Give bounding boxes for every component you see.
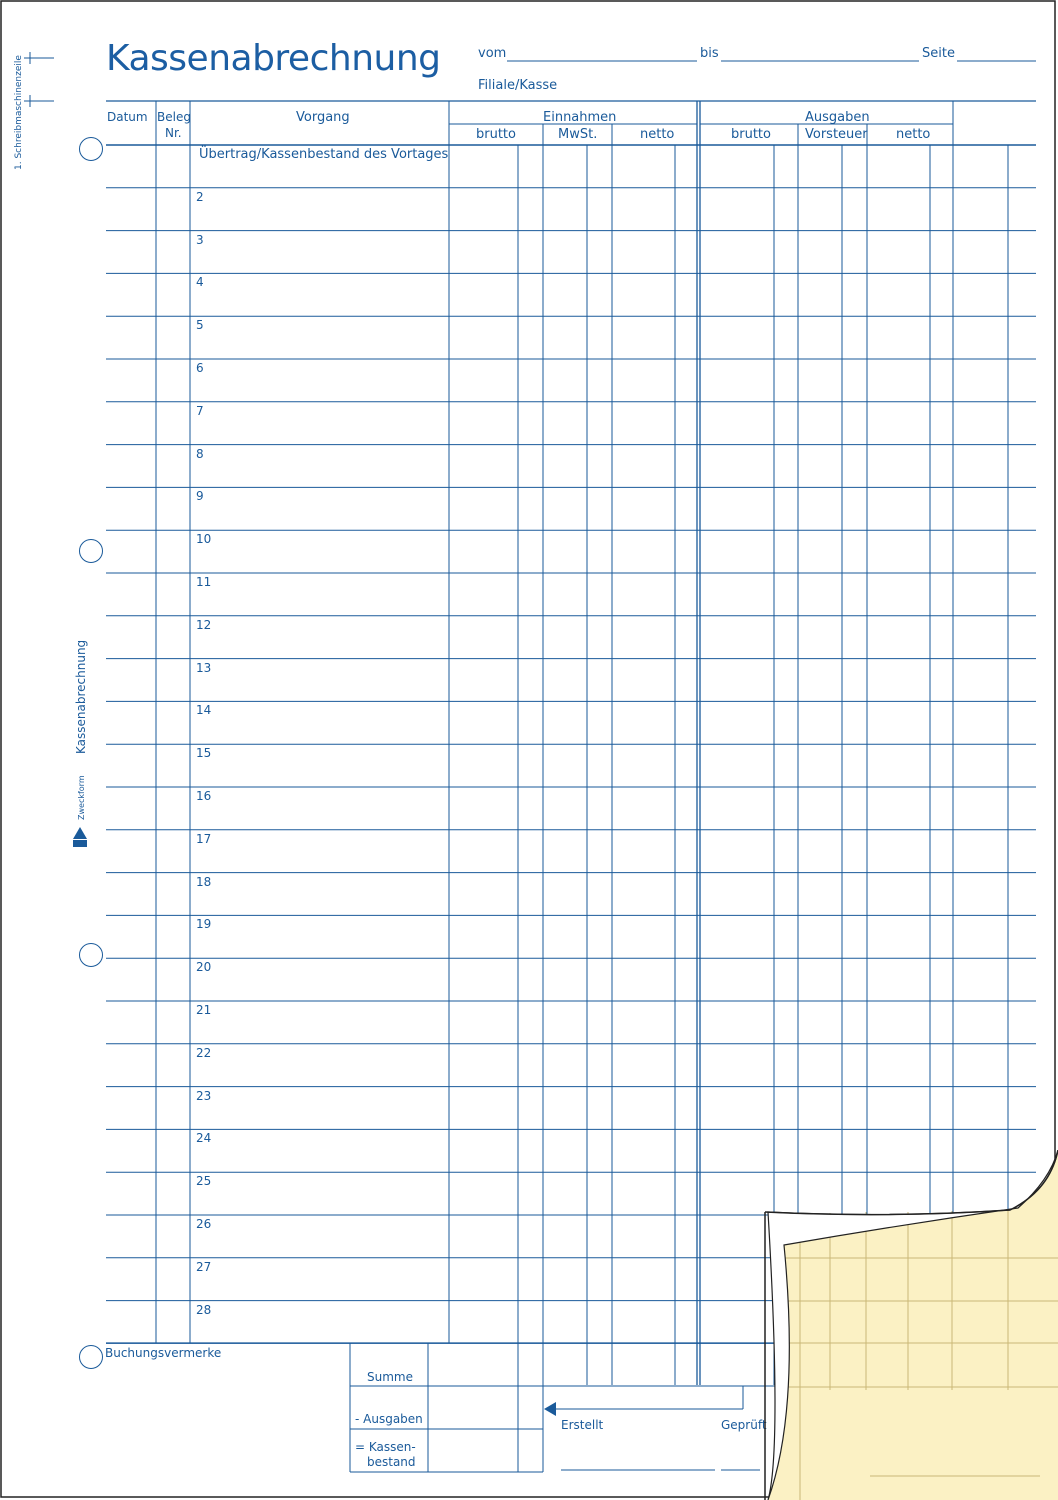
row-number: 24 xyxy=(196,1131,212,1146)
created-label: Erstellt xyxy=(561,1418,604,1432)
transfer-arrow-icon xyxy=(544,1402,556,1416)
col-beleg-nr: Nr. xyxy=(165,126,182,140)
col-beleg: Beleg xyxy=(157,110,191,124)
row-number: 10 xyxy=(196,532,212,547)
col-einnahmen-mwst: MwSt. xyxy=(558,127,598,142)
row-number: 19 xyxy=(196,917,212,932)
curl-shadow-anchor xyxy=(767,1213,768,1214)
vom-label: vom xyxy=(478,46,507,61)
cash-balance-label-1: = Kassen- xyxy=(355,1440,416,1454)
row-number: 2 xyxy=(196,189,204,204)
col-einnahmen: Einnahmen xyxy=(543,110,617,125)
typewriter-line-note: 1. Schreibmaschinenzeile xyxy=(14,55,24,170)
row-number: 22 xyxy=(196,1045,212,1060)
side-title: Kassenabrechnung xyxy=(74,639,88,754)
punch-hole-icon xyxy=(79,943,103,967)
row-number: 27 xyxy=(196,1259,212,1274)
row-number: 3 xyxy=(196,232,204,247)
col-datum: Datum xyxy=(107,110,148,124)
row-number: 12 xyxy=(196,617,212,632)
seite-label: Seite xyxy=(922,46,955,61)
expenses-label: - Ausgaben xyxy=(355,1412,423,1426)
row-number: 17 xyxy=(196,831,212,846)
row-number: 4 xyxy=(196,275,204,290)
col-einnahmen-brutto: brutto xyxy=(476,127,516,142)
filiale-kasse-label: Filiale/Kasse xyxy=(478,78,558,93)
row-number: 7 xyxy=(196,403,204,418)
row-number: 18 xyxy=(196,874,212,889)
col-ausgaben: Ausgaben xyxy=(805,110,870,125)
row-number: 25 xyxy=(196,1174,212,1189)
punch-hole-icon xyxy=(79,137,103,161)
booking-notes-label: Buchungsvermerke xyxy=(105,1346,222,1360)
col-vorgang: Vorgang xyxy=(296,110,350,125)
row-number: 13 xyxy=(196,660,212,675)
sum-label: Summe xyxy=(367,1370,413,1384)
row-number: 26 xyxy=(196,1217,212,1231)
bis-label: bis xyxy=(700,46,719,61)
row-number: 14 xyxy=(196,703,212,718)
form-title: Kassenabrechnung xyxy=(106,38,441,79)
cash-balance-label-2: bestand xyxy=(367,1455,416,1469)
col-einnahmen-netto: netto xyxy=(640,127,675,142)
row-number: 11 xyxy=(196,575,212,589)
row-number: 5 xyxy=(196,318,204,333)
row-number: 9 xyxy=(196,489,204,504)
col-ausgaben-brutto: brutto xyxy=(731,127,771,142)
col-ausgaben-vorsteuer: Vorsteuer xyxy=(805,127,868,142)
brand-logo-icon xyxy=(72,826,88,848)
row-number: 28 xyxy=(196,1302,212,1317)
punch-hole-icon xyxy=(79,539,103,563)
row-number: 16 xyxy=(196,789,212,803)
row-number: 8 xyxy=(196,446,204,461)
row-number: 23 xyxy=(196,1088,212,1103)
row-number: 6 xyxy=(196,361,204,375)
brand-name: Zweckform xyxy=(77,775,86,820)
carryover-row-label: Übertrag/Kassenbestand des Vortages xyxy=(199,147,449,162)
col-ausgaben-netto: netto xyxy=(896,127,931,142)
page-curl-corner xyxy=(760,1150,1058,1500)
checked-label: Geprüft xyxy=(721,1418,767,1432)
punch-hole-icon xyxy=(79,1345,103,1369)
row-number: 20 xyxy=(196,960,212,975)
row-number: 15 xyxy=(196,746,212,761)
row-number: 21 xyxy=(196,1003,212,1017)
